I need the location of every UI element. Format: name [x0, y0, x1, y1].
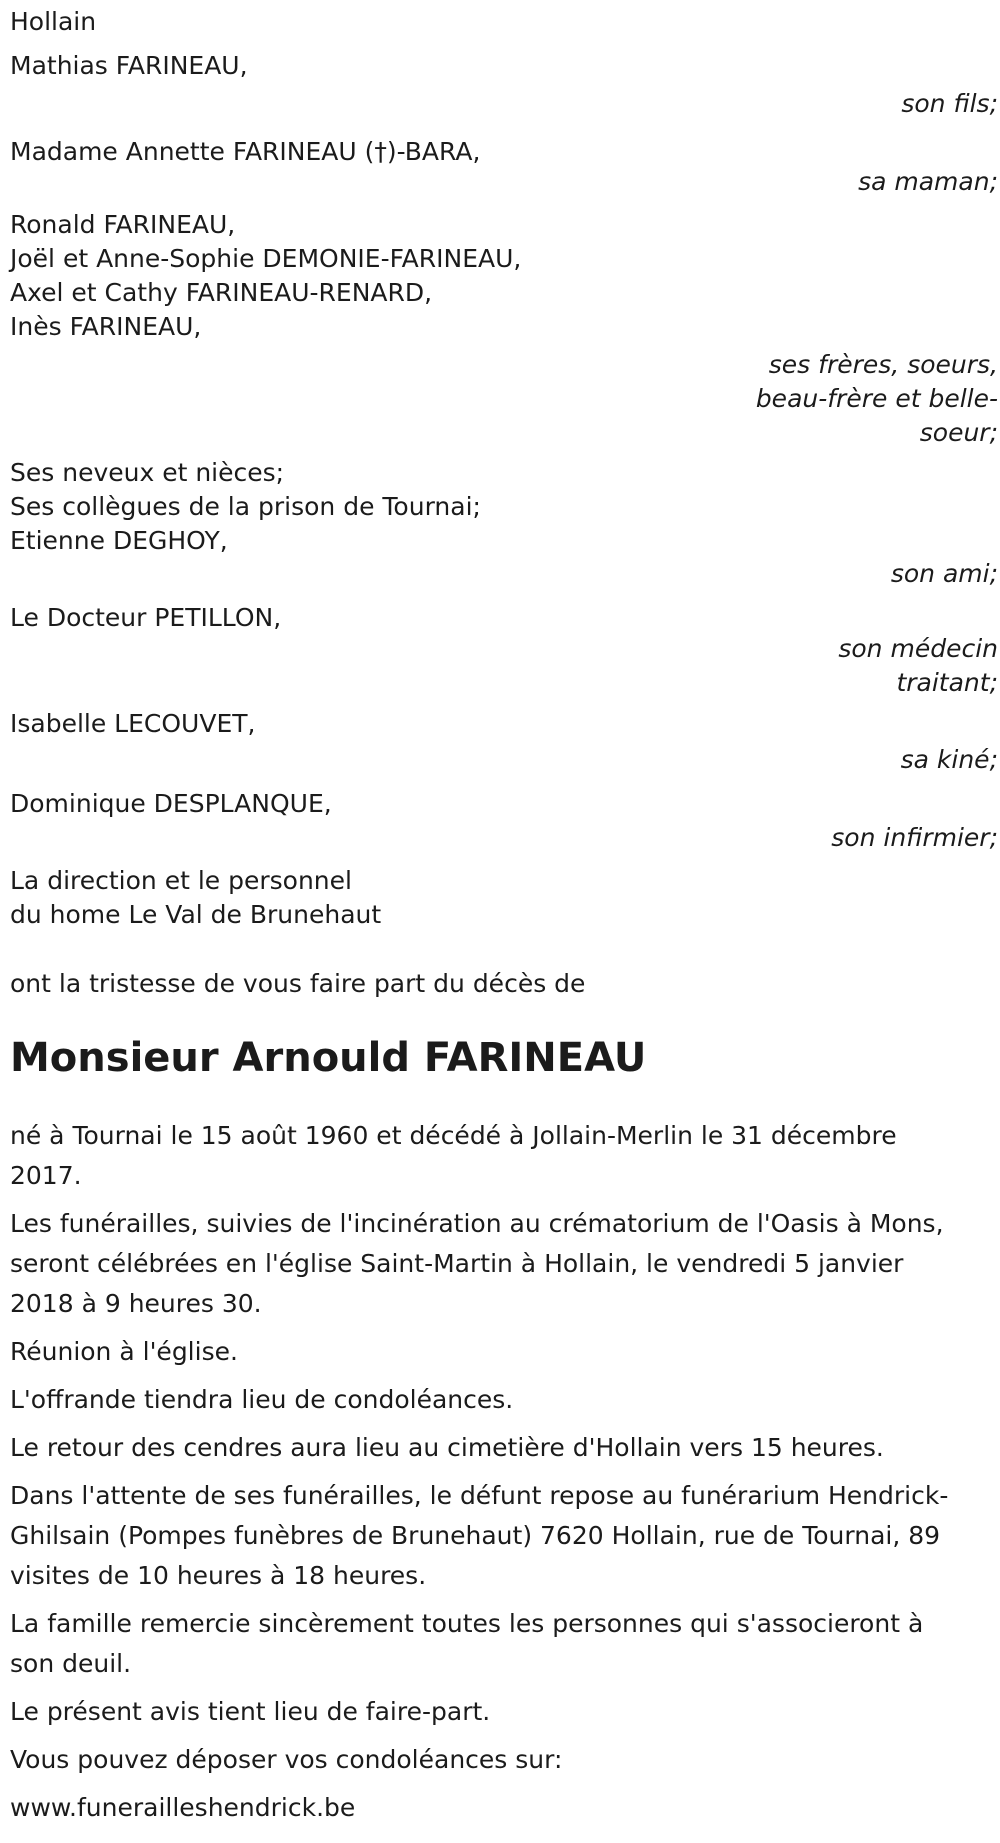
- relation-label: soeur;: [919, 418, 998, 447]
- relation-label: traitant;: [896, 668, 998, 697]
- family-entry-doctor: [10, 598, 998, 700]
- relation-label: son ami;: [890, 559, 998, 588]
- deceased-name: Monsieur Arnould FARINEAU: [10, 1035, 647, 1081]
- family-name: Madame Annette FARINEAU (†)-BARA,: [10, 137, 481, 166]
- family-entry-relatives: [10, 456, 998, 594]
- relation-label: son fils;: [901, 89, 998, 118]
- relation-label: ses frères, soeurs,: [768, 350, 998, 379]
- thanks-paragraph: La famille remercie sincèrement toutes les personnes qui s'associeront à son deuil.: [10, 1609, 924, 1678]
- ashes-paragraph: Le retour des cendres aura lieu au cimetière d'Hollain vers 15 heures.: [10, 1433, 884, 1462]
- relation-label: son infirmier;: [831, 823, 998, 852]
- website-link[interactable]: www.funerailleshendrick.be: [10, 1793, 356, 1822]
- family-name: Axel et Cathy FARINEAU-RENARD,: [10, 278, 433, 307]
- relation-label: beau-frère et belle-: [755, 384, 998, 413]
- funeral-paragraph: Les funérailles, suivies de l'incinération au crématorium de l'Oasis à Mons, seront célébrées en l'église Saint-Martin à Hollain, le vendredi 5 janvier 2018 à 9 heures 30.: [10, 1209, 944, 1318]
- family-name: Dominique DESPLANQUE,: [10, 789, 332, 818]
- family-name: Etienne DEGHOY,: [10, 526, 228, 555]
- family-name: Le Docteur PETILLON,: [10, 603, 282, 632]
- offering-paragraph: L'offrande tiendra lieu de condoléances.: [10, 1385, 514, 1414]
- funerarium-paragraph: Dans l'attente de ses funérailles, le défunt repose au funérarium Hendrick-Ghilsain (Pompes funèbres de Brunehaut) 7620 Hollain, rue de Tournai, 89 visites de 10 heures à 18 heures.: [10, 1481, 949, 1590]
- family-name: Ronald FARINEAU,: [10, 210, 236, 239]
- family-entry-home-staff: [10, 864, 998, 932]
- family-name: Joël et Anne-Sophie DEMONIE-FARINEAU,: [10, 244, 522, 273]
- family-entry-nurse: [10, 784, 998, 858]
- location: Hollain: [10, 7, 97, 36]
- birth-death-paragraph: né à Tournai le 15 août 1960 et décédé à Jollain-Merlin le 31 décembre 2017.: [10, 1121, 897, 1190]
- meeting-paragraph: Réunion à l'église.: [10, 1337, 238, 1366]
- family-name: du home Le Val de Brunehaut: [10, 900, 382, 929]
- announcement: ont la tristesse de vous faire part du décès de: [10, 969, 586, 998]
- family-entry-mother: [10, 132, 998, 202]
- family-name: Mathias FARINEAU,: [10, 51, 248, 80]
- family-entry-son: [10, 46, 998, 124]
- relation-label: sa kiné;: [900, 745, 998, 774]
- details: [10, 1116, 990, 1828]
- relation-label: son médecin: [838, 634, 998, 663]
- family-entry-physio: [10, 704, 998, 780]
- condolences-paragraph: Vous pouvez déposer vos condoléances sur:: [10, 1745, 563, 1774]
- obituary-page: [0, 2, 998, 1828]
- notice-paragraph: Le présent avis tient lieu de faire-part.: [10, 1697, 491, 1726]
- family-name: Ses neveux et nièces;: [10, 458, 285, 487]
- family-name: La direction et le personnel: [10, 866, 352, 895]
- relation-label: sa maman;: [858, 167, 998, 196]
- family-entry-siblings: [10, 208, 998, 450]
- family-name: Isabelle LECOUVET,: [10, 709, 256, 738]
- family-name: Ses collègues de la prison de Tournai;: [10, 492, 481, 521]
- family-name: Inès FARINEAU,: [10, 312, 202, 341]
